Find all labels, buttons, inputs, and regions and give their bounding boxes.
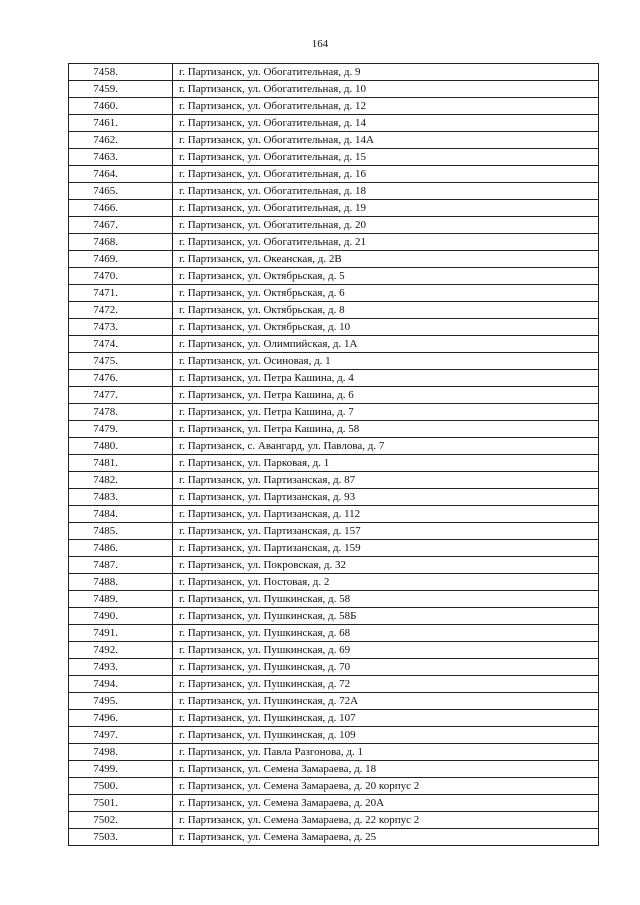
table-row (69, 795, 599, 812)
row-number-cell: 7496. (69, 710, 173, 727)
row-number-cell: 7490. (69, 608, 173, 625)
row-number-cell: 7478. (69, 404, 173, 421)
row-number-cell: 7500. (69, 778, 173, 795)
address-cell: г. Партизанск, ул. Олимпийская, д. 1А (173, 336, 599, 353)
table-row (69, 693, 599, 710)
row-number-cell: 7498. (69, 744, 173, 761)
table-row (69, 336, 599, 353)
address-cell: г. Партизанск, ул. Октябрьская, д. 8 (173, 302, 599, 319)
row-number-cell: 7471. (69, 285, 173, 302)
row-number-cell: 7479. (69, 421, 173, 438)
address-cell: г. Партизанск, ул. Октябрьская, д. 10 (173, 319, 599, 336)
table-row (69, 778, 599, 795)
row-number-cell: 7468. (69, 234, 173, 251)
address-cell: г. Партизанск, ул. Обогатительная, д. 14А (173, 132, 599, 149)
row-number-cell: 7481. (69, 455, 173, 472)
address-cell: г. Партизанск, ул. Петра Кашина, д. 58 (173, 421, 599, 438)
row-number-cell: 7462. (69, 132, 173, 149)
row-number-cell: 7460. (69, 98, 173, 115)
table-row (69, 455, 599, 472)
row-number-cell: 7497. (69, 727, 173, 744)
row-number-cell: 7501. (69, 795, 173, 812)
address-cell: г. Партизанск, ул. Семена Замараева, д. 20 корпус 2 (173, 778, 599, 795)
table-row (69, 370, 599, 387)
row-number-cell: 7458. (69, 64, 173, 81)
row-number-cell: 7499. (69, 761, 173, 778)
address-cell: г. Партизанск, ул. Павла Разгонова, д. 1 (173, 744, 599, 761)
address-cell: г. Партизанск, ул. Пушкинская, д. 68 (173, 625, 599, 642)
table-row (69, 132, 599, 149)
address-cell: г. Партизанск, ул. Осиновая, д. 1 (173, 353, 599, 370)
table-row (69, 829, 599, 846)
address-cell: г. Партизанск, ул. Петра Кашина, д. 7 (173, 404, 599, 421)
table-row (69, 81, 599, 98)
row-number-cell: 7476. (69, 370, 173, 387)
table-body (69, 64, 599, 846)
table-row (69, 200, 599, 217)
table-row (69, 217, 599, 234)
table-row (69, 625, 599, 642)
table-row (69, 676, 599, 693)
table-row (69, 421, 599, 438)
address-cell: г. Партизанск, ул. Партизанская, д. 157 (173, 523, 599, 540)
table-row (69, 251, 599, 268)
row-number-cell: 7464. (69, 166, 173, 183)
row-number-cell: 7485. (69, 523, 173, 540)
row-number-cell: 7459. (69, 81, 173, 98)
table-row (69, 183, 599, 200)
table-row (69, 98, 599, 115)
table-row (69, 166, 599, 183)
address-cell: г. Партизанск, ул. Пушкинская, д. 109 (173, 727, 599, 744)
table-row (69, 744, 599, 761)
table-row (69, 710, 599, 727)
table-row (69, 387, 599, 404)
row-number-cell: 7461. (69, 115, 173, 132)
row-number-cell: 7469. (69, 251, 173, 268)
row-number-cell: 7465. (69, 183, 173, 200)
row-number-cell: 7489. (69, 591, 173, 608)
table-row (69, 489, 599, 506)
row-number-cell: 7472. (69, 302, 173, 319)
address-cell: г. Партизанск, ул. Семена Замараева, д. 18 (173, 761, 599, 778)
address-cell: г. Партизанск, ул. Обогатительная, д. 9 (173, 64, 599, 81)
table-row (69, 319, 599, 336)
row-number-cell: 7466. (69, 200, 173, 217)
table-row (69, 234, 599, 251)
row-number-cell: 7463. (69, 149, 173, 166)
address-cell: г. Партизанск, ул. Семена Замараева, д. 20А (173, 795, 599, 812)
address-cell: г. Партизанск, ул. Партизанская, д. 87 (173, 472, 599, 489)
table-row (69, 302, 599, 319)
table-row (69, 64, 599, 81)
row-number-cell: 7467. (69, 217, 173, 234)
row-number-cell: 7494. (69, 676, 173, 693)
address-cell: г. Партизанск, ул. Пушкинская, д. 58 (173, 591, 599, 608)
address-cell: г. Партизанск, ул. Пушкинская, д. 107 (173, 710, 599, 727)
address-cell: г. Партизанск, ул. Партизанская, д. 159 (173, 540, 599, 557)
address-cell: г. Партизанск, ул. Покровская, д. 32 (173, 557, 599, 574)
row-number-cell: 7483. (69, 489, 173, 506)
address-cell: г. Партизанск, ул. Пушкинская, д. 70 (173, 659, 599, 676)
address-cell: г. Партизанск, с. Авангард, ул. Павлова, д. 7 (173, 438, 599, 455)
table-row (69, 438, 599, 455)
row-number-cell: 7502. (69, 812, 173, 829)
table-row (69, 608, 599, 625)
table-row (69, 523, 599, 540)
page-number: 164 (311, 38, 329, 50)
table-row (69, 659, 599, 676)
row-number-cell: 7493. (69, 659, 173, 676)
address-cell: г. Партизанск, ул. Петра Кашина, д. 6 (173, 387, 599, 404)
table-row (69, 642, 599, 659)
row-number-cell: 7492. (69, 642, 173, 659)
address-cell: г. Партизанск, ул. Постовая, д. 2 (173, 574, 599, 591)
address-cell: г. Партизанск, ул. Семена Замараева, д. 25 (173, 829, 599, 846)
address-cell: г. Партизанск, ул. Партизанская, д. 93 (173, 489, 599, 506)
table-row (69, 268, 599, 285)
address-cell: г. Партизанск, ул. Обогатительная, д. 15 (173, 149, 599, 166)
table-row (69, 404, 599, 421)
address-cell: г. Партизанск, ул. Океанская, д. 2В (173, 251, 599, 268)
table-row (69, 591, 599, 608)
address-cell: г. Партизанск, ул. Обогатительная, д. 16 (173, 166, 599, 183)
row-number-cell: 7482. (69, 472, 173, 489)
address-cell: г. Партизанск, ул. Обогатительная, д. 12 (173, 98, 599, 115)
address-cell: г. Партизанск, ул. Обогатительная, д. 21 (173, 234, 599, 251)
address-cell: г. Партизанск, ул. Парковая, д. 1 (173, 455, 599, 472)
row-number-cell: 7470. (69, 268, 173, 285)
row-number-cell: 7474. (69, 336, 173, 353)
table-row (69, 285, 599, 302)
table-row (69, 149, 599, 166)
row-number-cell: 7487. (69, 557, 173, 574)
address-cell: г. Партизанск, ул. Обогатительная, д. 19 (173, 200, 599, 217)
address-cell: г. Партизанск, ул. Петра Кашина, д. 4 (173, 370, 599, 387)
address-cell: г. Партизанск, ул. Пушкинская, д. 69 (173, 642, 599, 659)
table-row (69, 574, 599, 591)
table-row (69, 353, 599, 370)
address-cell: г. Партизанск, ул. Пушкинская, д. 58Б (173, 608, 599, 625)
address-cell: г. Партизанск, ул. Партизанская, д. 112 (173, 506, 599, 523)
address-cell: г. Партизанск, ул. Октябрьская, д. 5 (173, 268, 599, 285)
row-number-cell: 7503. (69, 829, 173, 846)
table-row (69, 540, 599, 557)
address-cell: г. Партизанск, ул. Обогатительная, д. 20 (173, 217, 599, 234)
row-number-cell: 7475. (69, 353, 173, 370)
row-number-cell: 7473. (69, 319, 173, 336)
table-row (69, 761, 599, 778)
row-number-cell: 7495. (69, 693, 173, 710)
table-row (69, 812, 599, 829)
row-number-cell: 7480. (69, 438, 173, 455)
row-number-cell: 7486. (69, 540, 173, 557)
row-number-cell: 7484. (69, 506, 173, 523)
address-cell: г. Партизанск, ул. Пушкинская, д. 72 (173, 676, 599, 693)
address-cell: г. Партизанск, ул. Обогатительная, д. 14 (173, 115, 599, 132)
address-table (68, 63, 599, 846)
table-row (69, 506, 599, 523)
table-row (69, 727, 599, 744)
table-row (69, 115, 599, 132)
table-row (69, 557, 599, 574)
table-row (69, 472, 599, 489)
row-number-cell: 7488. (69, 574, 173, 591)
row-number-cell: 7477. (69, 387, 173, 404)
address-cell: г. Партизанск, ул. Октябрьская, д. 6 (173, 285, 599, 302)
address-cell: г. Партизанск, ул. Обогатительная, д. 10 (173, 81, 599, 98)
row-number-cell: 7491. (69, 625, 173, 642)
address-cell: г. Партизанск, ул. Семена Замараева, д. 22 корпус 2 (173, 812, 599, 829)
address-cell: г. Партизанск, ул. Пушкинская, д. 72А (173, 693, 599, 710)
address-cell: г. Партизанск, ул. Обогатительная, д. 18 (173, 183, 599, 200)
